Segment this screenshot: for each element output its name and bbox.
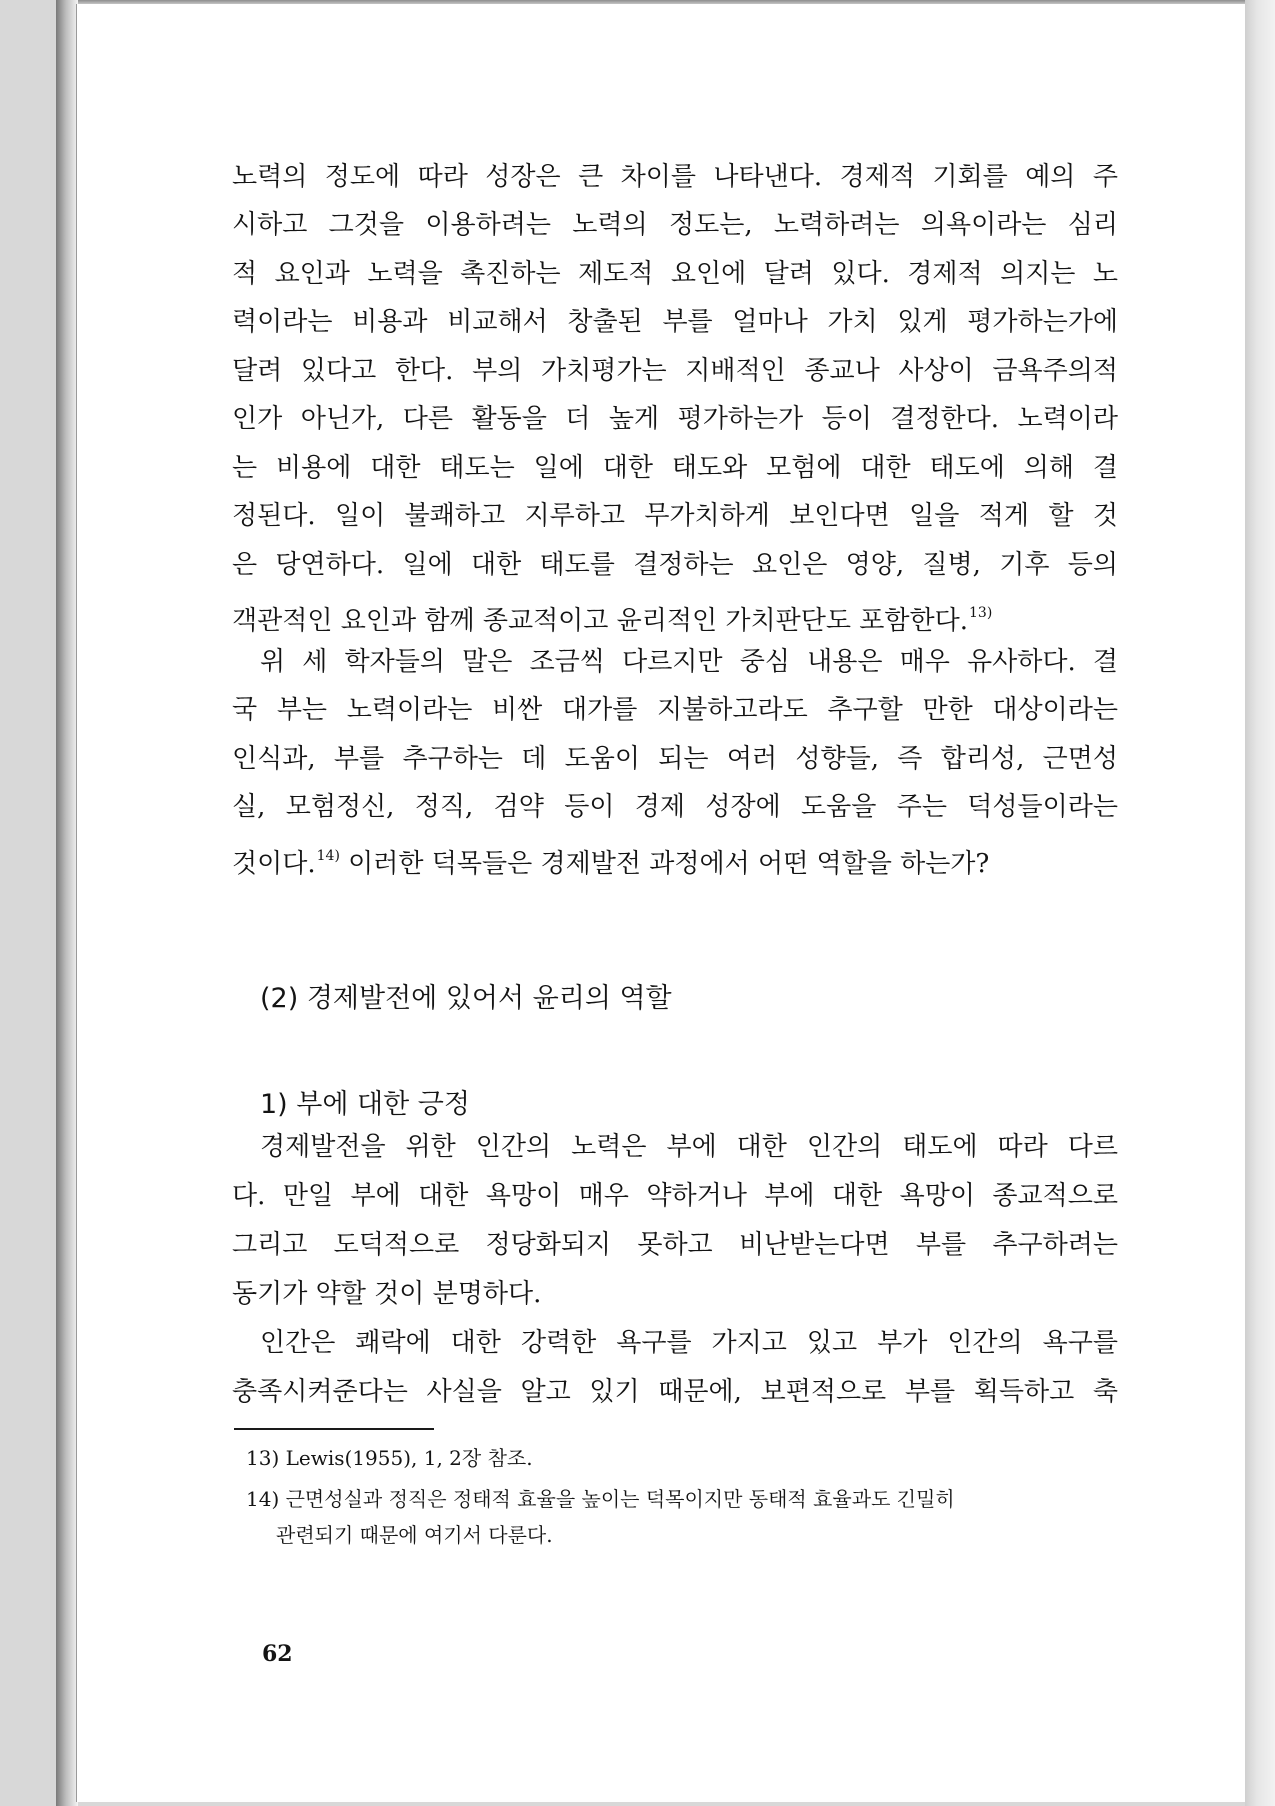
subsection-heading: 1) 부에 대한 긍정	[260, 1089, 470, 1120]
page-right-edge	[1245, 0, 1275, 1806]
paragraph-1-line: 적 요인과 노력을 촉진하는 제도적 요인에 달려 있다. 경제적 의지는 노	[232, 259, 1118, 289]
paragraph-2-line: 인식과, 부를 추구하는 데 도움이 되는 여러 성향들, 즉 합리성, 근면성	[232, 744, 1118, 774]
paragraph-1-line: 은 당연하다. 일에 대한 태도를 결정하는 요인은 영양, 질병, 기후 등의	[232, 550, 1118, 580]
page-spine-shadow	[56, 0, 78, 1806]
paragraph-2-line: 위 세 학자들의 말은 조금씩 다르지만 중심 내용은 매우 유사하다. 결	[260, 647, 1118, 677]
paragraph-3-line: 경제발전을 위한 인간의 노력은 부에 대한 인간의 태도에 따라 다르	[260, 1132, 1118, 1162]
paragraph-1-line: 정된다. 일이 불쾌하고 지루하고 무가치하게 보인다면 일을 적게 할 것	[232, 501, 1118, 531]
paragraph-1-line: 달려 있다고 한다. 부의 가치평가는 지배적인 종교나 사상이 금욕주의적	[232, 356, 1118, 386]
paragraph-1-line: 력이라는 비용과 비교해서 창출된 부를 얼마나 가치 있게 평가하는가에	[232, 307, 1118, 337]
paragraph-2-last-line	[232, 839, 1118, 881]
footnote-ref-13: 13)	[969, 605, 993, 621]
paragraph-3-line: 다. 만일 부에 대한 욕망이 매우 약하거나 부에 대한 욕망이 종교적으로	[232, 1181, 1118, 1211]
paragraph-1-line: 시하고 그것을 이용하려는 노력의 정도는, 노력하려는 의욕이라는 심리	[232, 210, 1118, 240]
paragraph-2-line: 국 부는 노력이라는 비싼 대가를 지불하고라도 추구할 만한 대상이라는	[232, 695, 1118, 725]
footnote-13: 13) Lewis(1955), 1, 2장 참조.	[246, 1446, 533, 1470]
paragraph-3-line: 그리고 도덕적으로 정당화되지 못하고 비난받는다면 부를 추구하려는	[232, 1230, 1118, 1260]
paragraph-1-line: 인가 아닌가, 다른 활동을 더 높게 평가하는가 등이 결정한다. 노력이라	[232, 404, 1118, 434]
paragraph-4-line: 인간은 쾌락에 대한 강력한 욕구를 가지고 있고 부가 인간의 욕구를	[260, 1328, 1118, 1358]
paragraph-1-last-line	[232, 596, 1118, 638]
footnote-divider	[234, 1428, 434, 1430]
section-heading: (2) 경제발전에 있어서 윤리의 역할	[260, 983, 672, 1014]
paragraph-2-text: 것이다.	[232, 849, 316, 879]
paragraph-1-line: 노력의 정도에 따라 성장은 큰 차이를 나타낸다. 경제적 기회를 예의 주	[232, 162, 1118, 192]
paragraph-3-line: 동기가 약할 것이 분명하다.	[232, 1279, 542, 1309]
paragraph-4-line: 충족시켜준다는 사실을 알고 있기 때문에, 보편적으로 부를 획득하고 축	[232, 1377, 1118, 1407]
footnote-14: 14) 근면성실과 정직은 정태적 효율을 높이는 덕목이지만 동태적 효율과도 긴밀히	[246, 1487, 955, 1511]
paragraph-1-line: 는 비용에 대한 태도는 일에 대한 태도와 모험에 대한 태도에 의해 결	[232, 453, 1118, 483]
footnote-14-continued: 관련되기 때문에 여기서 다룬다.	[276, 1523, 553, 1547]
page-number: 62	[262, 1641, 293, 1667]
paragraph-2-line: 실, 모험정신, 정직, 검약 등이 경제 성장에 도움을 주는 덕성들이라는	[232, 792, 1118, 822]
paragraph-2-text: 이러한 덕목들은 경제발전 과정에서 어떤 역할을 하는가?	[339, 849, 990, 879]
footnote-ref-14: 14)	[316, 848, 340, 864]
paragraph-1-line: 객관적인 요인과 함께 종교적이고 윤리적인 가치판단도 포함한다.	[232, 606, 968, 636]
